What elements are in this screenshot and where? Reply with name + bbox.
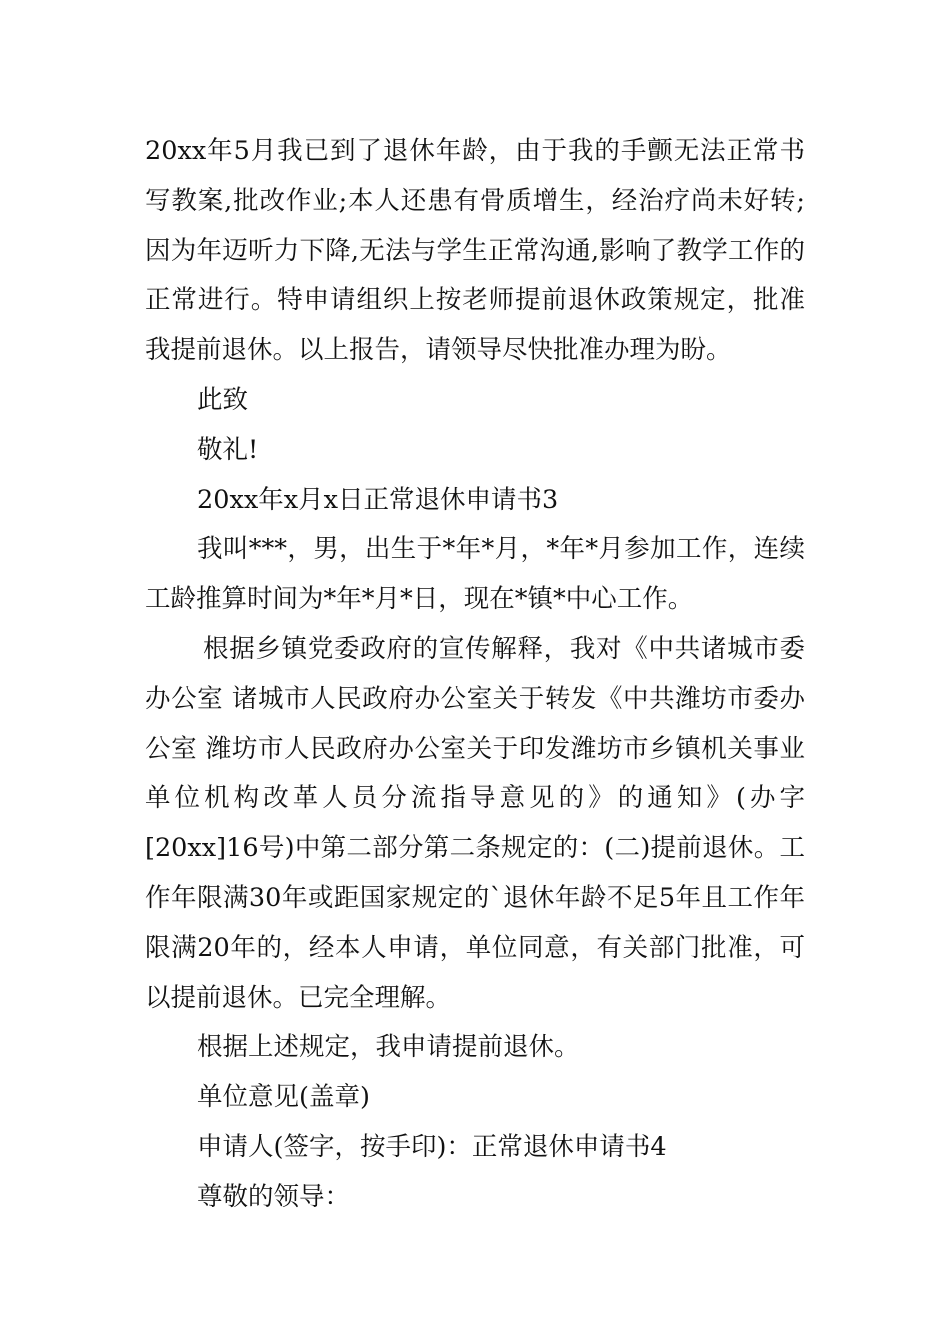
unit-opinion-line: 单位意见(盖章) (197, 1082, 370, 1113)
paragraph-application: 根据上述规定，我申请提前退休。 (197, 1032, 580, 1063)
paragraph-applicant-info: 我叫***，男，出生于*年*月，*年*月参加工作，连续工龄推算时间为*年*月*日，现在*镇*中心工作。 (145, 534, 805, 615)
paragraph-policy-basis: 根据乡镇党委政府的宣传解释，我对《中共诸城市委办公室 诸城市人民政府办公室关于转发《中共潍坊市委办公室 潍坊市人民政府办公室关于印发潍坊市乡镇机关事业单位机构改革人员分流指导意见的》的通知》(办字[20xx]16号)中第二部分第二条规定的：(二)提前退休。工作年限满30年或距国家规定的`退休年龄不足5年且工作年限满20年的，经本人申请，单位同意，有关部门批准，可以提前退休。已完全理解。 (145, 633, 805, 1013)
date-and-next-title: 20xx年x月x日正常退休申请书3 (197, 484, 559, 515)
closing-salutation: 此致 (197, 384, 249, 415)
applicant-signature-line: 申请人(签字，按手印)：正常退休申请书4 (197, 1131, 667, 1162)
document-body (145, 127, 805, 1223)
paragraph-retirement-reason: 20xx年5月我已到了退休年龄，由于我的手颤无法正常书写教案,批改作业;本人还患有骨质增生，经治疗尚未好转;因为年迈听力下降,无法与学生正常沟通,影响了教学工作的正常进行。特申请组织上按老师提前退休政策规定，批准我提前退休。以上报告，请领导尽快批准办理为盼。 (145, 136, 805, 366)
closing-respect: 敬礼! (197, 434, 259, 465)
greeting-line: 尊敬的领导： (197, 1181, 351, 1212)
